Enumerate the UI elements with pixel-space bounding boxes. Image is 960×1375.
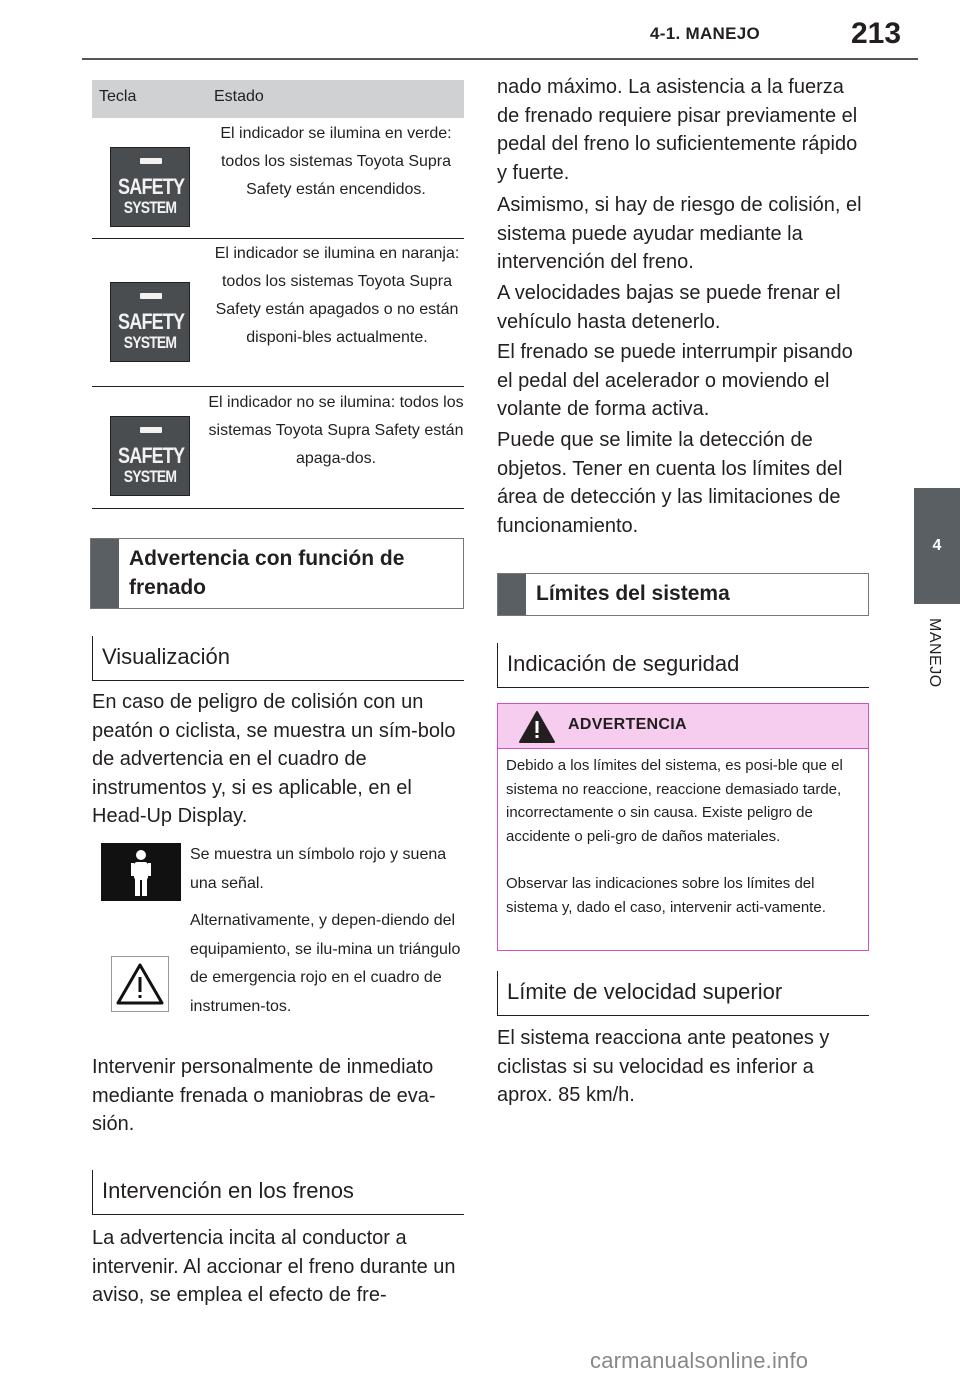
table-row-state: El indicador se ilumina en verde: todos los sistemas Toyota Supra Safety están encendidos.: [220, 125, 452, 198]
warning-title: ADVERTENCIA: [568, 716, 687, 733]
subheading-rule: [497, 1015, 869, 1016]
subheading-rule: [497, 687, 869, 688]
chapter-tab: [914, 488, 960, 604]
subheading-safety-note: Indicación de seguridad: [507, 651, 740, 676]
table-row-divider: [92, 238, 464, 239]
section-heading-system-limits: Límites del sistema: [497, 573, 869, 616]
subheading-rule: [92, 680, 464, 681]
column-header-key: Tecla: [99, 88, 137, 105]
table-row-divider: [92, 386, 464, 387]
symbol-red-description: Se muestra un símbolo rojo y suena una señal.: [190, 846, 447, 892]
warning-divider: [498, 748, 868, 749]
paragraph-speed-limit: El sistema reacciona ante peatones y ciclistas si su velocidad es inferior a aprox. 85 km/h.: [497, 1027, 830, 1106]
header-rule: [82, 58, 918, 60]
pedestrian-warning-icon: [101, 843, 181, 901]
warning-box: [497, 703, 869, 951]
paragraph-collision-risk: Asimismo, si hay de riesgo de colisión, el sistema puede ayudar mediante la intervención del freno.: [497, 194, 862, 273]
paragraph-interrupt: El frenado se puede interrumpir pisando el pedal del acelerador o moviendo el volante de forma activa.: [497, 341, 853, 420]
safety-system-key-icon: SAFETY SYSTEM: [110, 416, 190, 496]
warning-paragraph: Observar las indicaciones sobre los límites del sistema y, dado el caso, intervenir acti-vamente.: [506, 875, 826, 916]
table-row-state: El indicador se ilumina en naranja: todos los sistemas Toyota Supra Safety están apagados o no están disponi-bles actualmente.: [214, 245, 460, 346]
chapter-label: MANEJO: [926, 618, 943, 688]
paragraph-continued: nado máximo. La asistencia a la fuerza de frenado requiere pisar previamente el pedal del freno lo suficientemente rápido y fuerte.: [497, 76, 858, 184]
subheading-rule: [92, 1214, 464, 1215]
warning-triangle-icon: [518, 710, 556, 749]
subheading-bar: [497, 643, 498, 688]
section-heading-braking-warning: Advertencia con función de frenado: [90, 538, 464, 609]
paragraph-low-speed: A velocidades bajas se puede frenar el vehículo hasta detenerlo.: [497, 282, 841, 333]
paragraph-brakes: La advertencia incita al conductor a intervenir. Al accionar el freno durante un aviso, se emplea el efecto de fre-: [92, 1227, 456, 1306]
subheading-brakes: Intervención en los frenos: [102, 1178, 354, 1203]
safety-system-key-icon: SAFETY SYSTEM: [110, 147, 190, 227]
table-header: [92, 80, 464, 118]
chapter-number: 4: [932, 537, 942, 554]
running-header-title: 4-1. MANEJO: [650, 24, 761, 43]
page-number: 213: [851, 17, 902, 50]
subheading-bar: [92, 1170, 93, 1215]
paragraph-display: En caso de peligro de colisión con un peatón o ciclista, se muestra un sím-bolo de advertencia en el cuadro de instrumentos y, si es aplicable, en el Head-Up Display.: [92, 691, 456, 827]
warning-triangle-icon: [111, 956, 169, 1012]
paragraph-detection-limits: Puede que se limite la detección de objetos. Tener en cuenta los límites del área de detección y las limitaciones de funcionamiento.: [497, 429, 843, 537]
paragraph-intervene: Intervenir personalmente de inmediato mediante frenada o maniobras de eva-sión.: [92, 1056, 436, 1135]
safety-system-key-icon: SAFETY SYSTEM: [110, 282, 190, 362]
subheading-speed-limit: Límite de velocidad superior: [507, 979, 783, 1004]
column-header-state: Estado: [214, 88, 264, 105]
subheading-display: Visualización: [102, 644, 231, 669]
symbol-triangle-description: Alternativamente, y depen-diendo del equipamiento, se ilu-mina un triángulo de emergencia rojo en el cuadro de instrumen-tos.: [190, 912, 461, 1015]
warning-paragraph: Debido a los límites del sistema, es posi-ble que el sistema no reaccione, reaccione demasiado tarde, incorrectamente o sin causa. Existe peligro de accidente o peli-gro de daños materiales.: [506, 757, 843, 845]
table-row-state: El indicador no se ilumina: todos los sistemas Toyota Supra Safety están apaga-dos.: [208, 394, 464, 467]
watermark: carmanualsonline.info: [590, 1348, 809, 1373]
table-row-divider: [92, 508, 464, 509]
subheading-bar: [497, 971, 498, 1016]
subheading-bar: [92, 636, 93, 681]
